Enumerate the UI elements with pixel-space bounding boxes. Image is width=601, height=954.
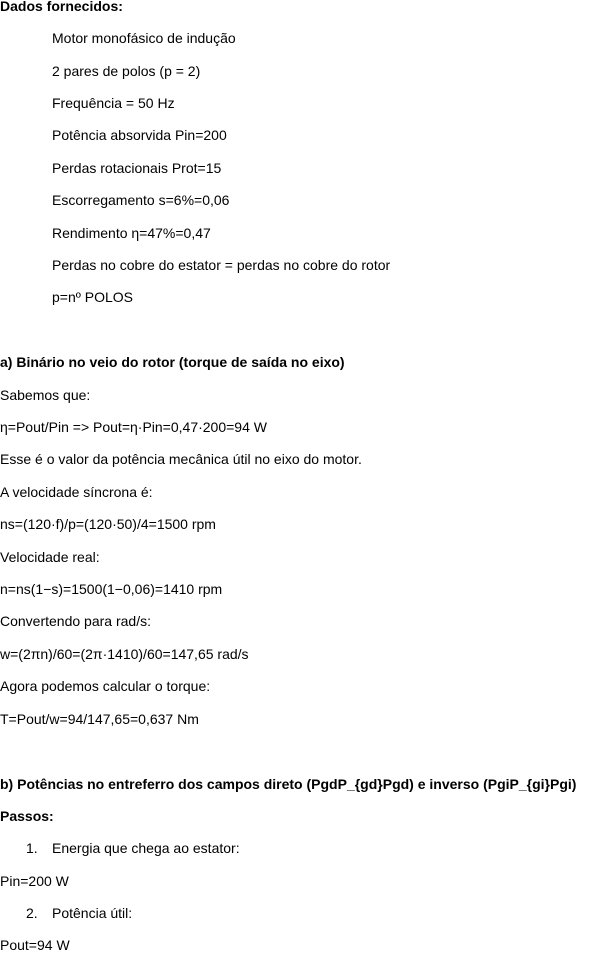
- given-item-poles: 2 pares de polos (p = 2): [52, 63, 201, 79]
- given-item-efficiency: Rendimento η=47%=0,47: [52, 225, 211, 241]
- step-number: 1.: [26, 840, 38, 856]
- part-a-line: ns=(120·f)/p=(120·50)/4=1500 rpm: [0, 516, 216, 532]
- part-a-line: Agora podemos calcular o torque:: [0, 678, 211, 694]
- part-a-line: w=(2πn)/60=(2π·1410)/60=147,65 rad/s: [0, 646, 249, 662]
- part-a-line: η=Pout/Pin => Pout=η·Pin=0,47·200=94 W: [0, 419, 267, 435]
- part-b-heading: b) Potências no entreferro dos campos direto (PgdP_{gd}Pgd) e inverso (PgiP_{gi}Pgi): [0, 776, 577, 792]
- step-text: Potência útil:: [52, 905, 133, 921]
- part-a-line: n=ns(1−s)=1500(1−0,06)=1410 rpm: [0, 581, 223, 597]
- given-item-input-power: Potência absorvida Pin=200: [52, 127, 227, 143]
- given-item-motor: Motor monofásico de indução: [52, 30, 236, 46]
- part-a-line: A velocidade síncrona é:: [0, 484, 153, 500]
- part-a-line: Esse é o valor da potência mecânica útil no eixo do motor.: [0, 451, 362, 467]
- given-heading: Dados fornecidos:: [0, 0, 123, 14]
- given-item-frequency: Frequência = 50 Hz: [52, 95, 175, 111]
- part-a-line: T=Pout/w=94/147,65=0,637 Nm: [0, 711, 199, 727]
- given-item-copper-losses: Perdas no cobre do estator = perdas no cobre do rotor: [52, 257, 391, 273]
- step-result: Pin=200 W: [0, 873, 69, 889]
- part-a-line: Convertendo para rad/s:: [0, 613, 151, 629]
- part-a-line: Velocidade real:: [0, 549, 100, 565]
- step-result: Pout=94 W: [0, 937, 70, 953]
- step-number: 2.: [26, 905, 38, 921]
- step-text: Energia que chega ao estator:: [52, 840, 240, 856]
- given-item-rotational-losses: Perdas rotacionais Prot=15: [52, 160, 222, 176]
- part-a-line: Sabemos que:: [0, 387, 91, 403]
- part-b-steps-label: Passos:: [0, 808, 54, 824]
- part-a-heading: a) Binário no veio do rotor (torque de saída no eixo): [0, 354, 345, 370]
- given-item-slip: Escorregamento s=6%=0,06: [52, 192, 230, 208]
- given-item-pole-number: p=nº POLOS: [52, 289, 133, 305]
